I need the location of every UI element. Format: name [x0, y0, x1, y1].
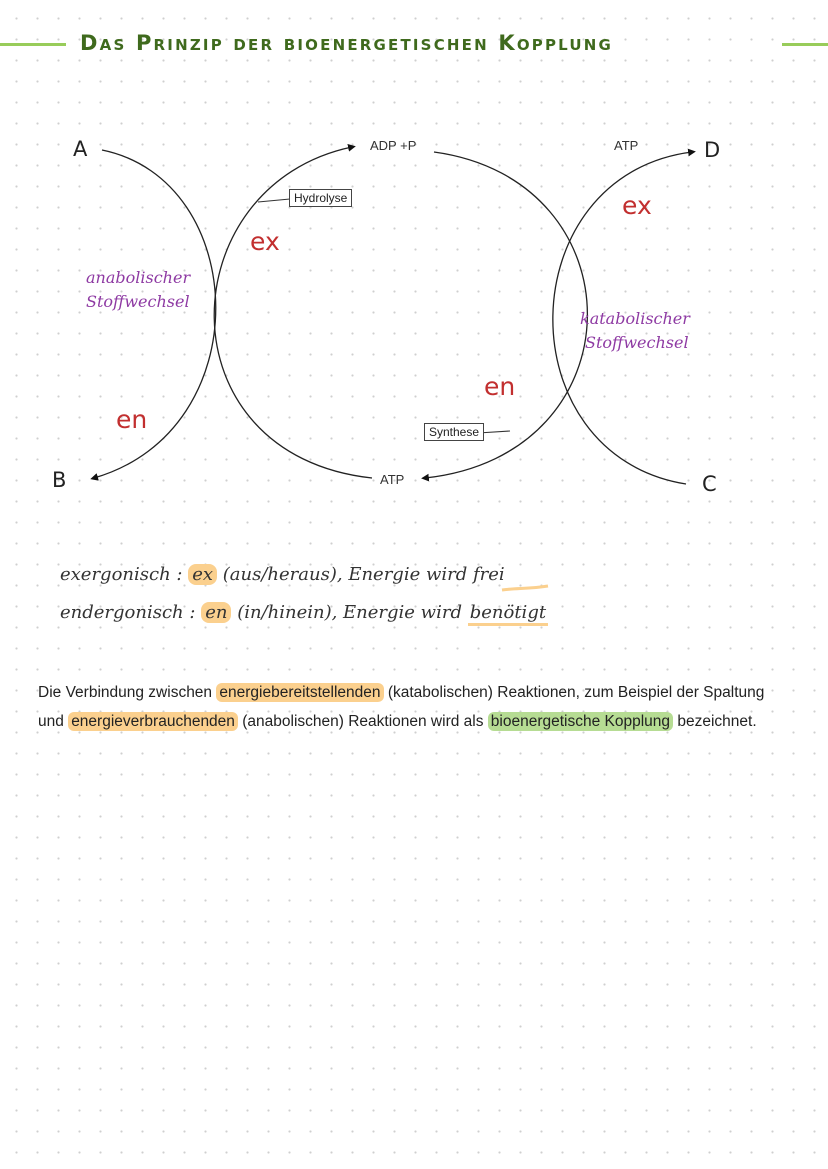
exergonic-separator: :: [176, 564, 183, 585]
en-left-label: en: [116, 405, 148, 434]
exergonic-meaning: (aus/heraus): [222, 564, 337, 585]
point-c-label: C: [702, 472, 717, 496]
highlight-bioenergetic-coupling: bioenergetische Kopplung: [488, 712, 673, 731]
endergonic-abbr: en: [201, 602, 231, 623]
anabolic-line-2: Stoffwechsel: [86, 292, 190, 311]
point-b-label: B: [52, 468, 67, 492]
para-text-3: (anabolischen) Reaktionen wird als: [242, 713, 484, 730]
para-text-4: bezeichnet.: [677, 713, 757, 730]
hydrolyse-pointer: [258, 199, 290, 202]
endergonic-separator: :: [189, 602, 196, 623]
point-a-label: A: [73, 137, 88, 161]
en-right-label: en: [484, 372, 516, 401]
endergonic-definition: [60, 602, 548, 623]
exergonic-term: exergonisch: [60, 564, 171, 585]
endergonic-text: , Energie wird: [331, 602, 462, 623]
catabolic-line-2: Stoffwechsel: [585, 333, 689, 352]
frei-underline: [502, 586, 548, 590]
anabolic-label: [86, 266, 190, 314]
curve-a-to-b: [94, 150, 216, 478]
ex-left-label: ex: [250, 227, 280, 256]
atp-bottom-label: ATP: [380, 472, 405, 487]
synthese-box: Synthese: [424, 423, 484, 441]
highlight-energy-consuming: energieverbrauchenden: [68, 712, 238, 731]
anabolic-line-1: anabolischer: [86, 268, 191, 287]
atp-top-label: ATP: [614, 138, 639, 153]
exergonic-definition: [60, 564, 505, 585]
adp-label: ADP +P: [370, 138, 417, 153]
point-d-label: D: [704, 138, 721, 162]
para-text-1: Die Verbindung zwischen: [38, 684, 213, 701]
summary-paragraph: [38, 678, 778, 736]
exergonic-key: frei: [473, 564, 505, 585]
ex-right-label: ex: [622, 191, 652, 220]
catabolic-line-1: katabolischer: [580, 309, 690, 328]
endergonic-term: endergonisch: [60, 602, 184, 623]
page-title: Das Prinzip der bioenergetischen Kopplung: [80, 31, 614, 55]
endergonic-meaning: (in/hinein): [237, 602, 332, 623]
exergonic-abbr: ex: [188, 564, 217, 585]
hydrolyse-box: Hydrolyse: [289, 189, 352, 207]
catabolic-label: [580, 307, 690, 355]
exergonic-text: , Energie wird: [336, 564, 468, 585]
para-text-2: (katabolischen) Reaktionen, zum Beispiel der Spaltung und: [38, 684, 765, 730]
endergonic-key: benötigt: [468, 602, 548, 626]
highlight-energy-providing: energiebereitstellenden: [216, 683, 383, 702]
